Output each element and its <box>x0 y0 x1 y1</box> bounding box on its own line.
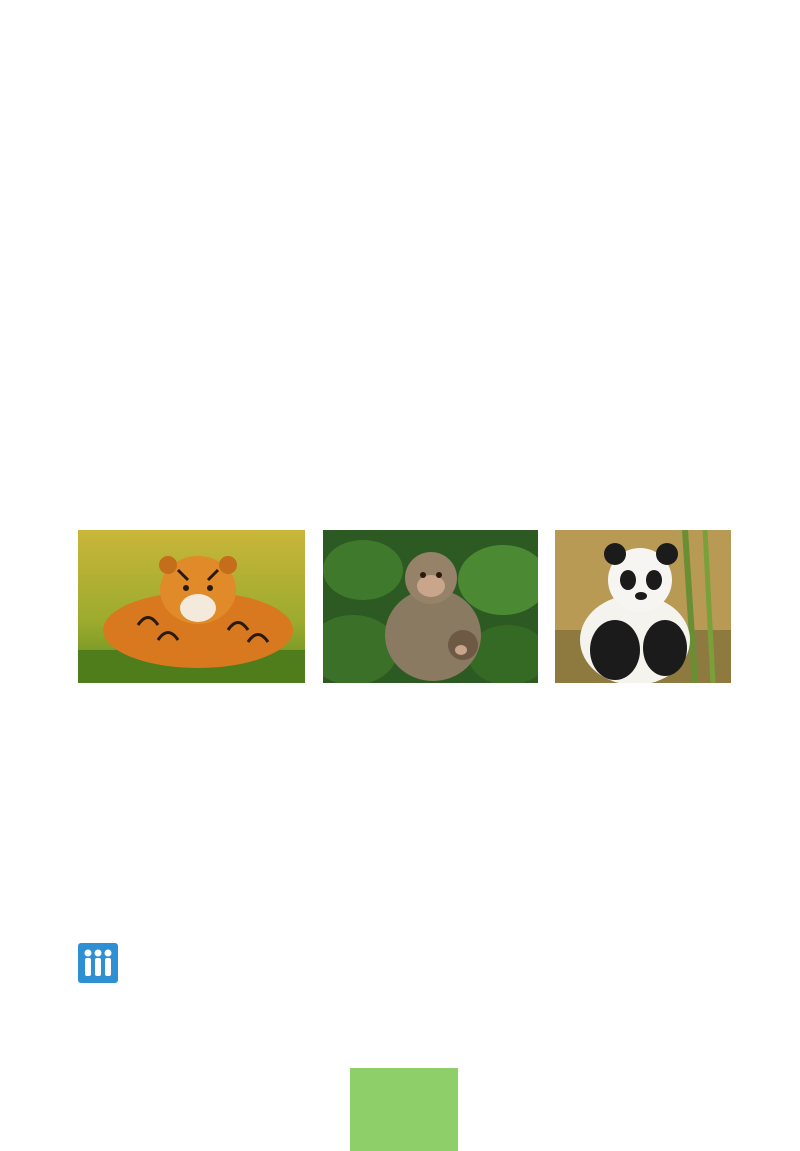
page-number <box>350 1068 458 1078</box>
tiger-photo <box>78 530 305 683</box>
discuss-box <box>78 938 731 994</box>
figure-photos <box>78 530 731 683</box>
people-discussion-icon <box>78 943 118 983</box>
macaque-photo <box>323 530 538 683</box>
page-number-box <box>350 1068 458 1151</box>
panda-photo <box>555 530 731 683</box>
